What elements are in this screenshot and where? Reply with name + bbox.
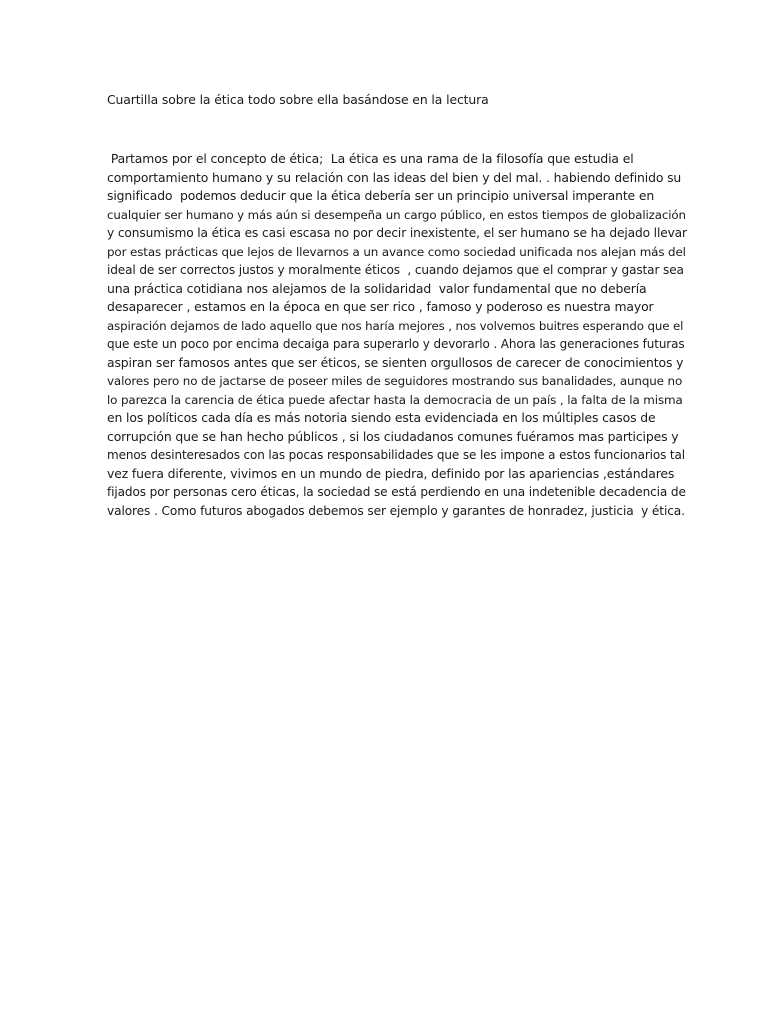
paragraph-line: aspiración dejamos de lado aquello que nos haría mejores , nos volvemos buitres esperando que el (107, 318, 684, 333)
document-title: Cuartilla sobre la ética todo sobre ella basándose en la lectura (107, 92, 489, 107)
paragraph-line: lo parezca la carencia de ética puede afectar hasta la democracia de un país , la falta de la misma (107, 392, 683, 407)
paragraph-line: una práctica cotidiana nos alejamos de la solidaridad valor fundamental que no debería (107, 280, 647, 296)
paragraph-line: menos desinteresados con las pocas responsabilidades que se les impone a estos funcionarios tal (107, 448, 685, 462)
paragraph-line: en los políticos cada día es más notoria siendo esta evidenciada en los múltiples casos de (107, 410, 656, 425)
paragraph-line: valores pero no de jactarse de poseer miles de seguidores mostrando sus banalidades, aunque no (107, 374, 683, 388)
paragraph-line: por estas prácticas que lejos de llevarnos a un avance como sociedad unificada nos alejan más del (107, 244, 686, 259)
paragraph-line: comportamiento humano y su relación con las ideas del bien y del mal. . habiendo definido su (107, 169, 682, 185)
paragraph-line: cualquier ser humano y más aún si desempeña un cargo público, en estos tiempos de globalización (107, 207, 686, 222)
paragraph-line: vez fuera diferente, vivimos en un mundo de piedra, definido por las apariencias ,estándares (107, 465, 675, 481)
paragraph-line: fijados por personas cero éticas, la sociedad se está perdiendo en una indetenible decadencia de (107, 485, 686, 499)
paragraph-line: que este un poco por encima decaiga para superarlo y devorarlo . Ahora las generaciones futuras (107, 337, 685, 351)
paragraph-line: Partamos por el concepto de ética; La ética es una rama de la filosofía que estudia el (107, 151, 634, 166)
paragraph-line: y consumismo la ética es casi escasa no por decir inexistente, el ser humano se ha dejado llevar (107, 226, 687, 240)
paragraph-line: desaparecer , estamos en la época en que ser rico , famoso y poderoso es nuestra mayor (107, 299, 654, 314)
paragraph-line: aspiran ser famosos antes que ser éticos, se sienten orgullosos de carecer de conocimientos y (107, 354, 684, 370)
document-body-paragraph (107, 150, 687, 520)
paragraph-line: valores . Como futuros abogados debemos ser ejemplo y garantes de honradez, justicia y ética. (107, 503, 685, 518)
paragraph-line: corrupción que se han hecho públicos , si los ciudadanos comunes fuéramos mas participes y (107, 428, 679, 444)
paragraph-line: significado podemos deducir que la ética debería ser un principio universal imperante en (107, 188, 655, 203)
paragraph-line: ideal de ser correctos justos y moralmente éticos , cuando dejamos que el comprar y gastar sea (107, 263, 684, 277)
